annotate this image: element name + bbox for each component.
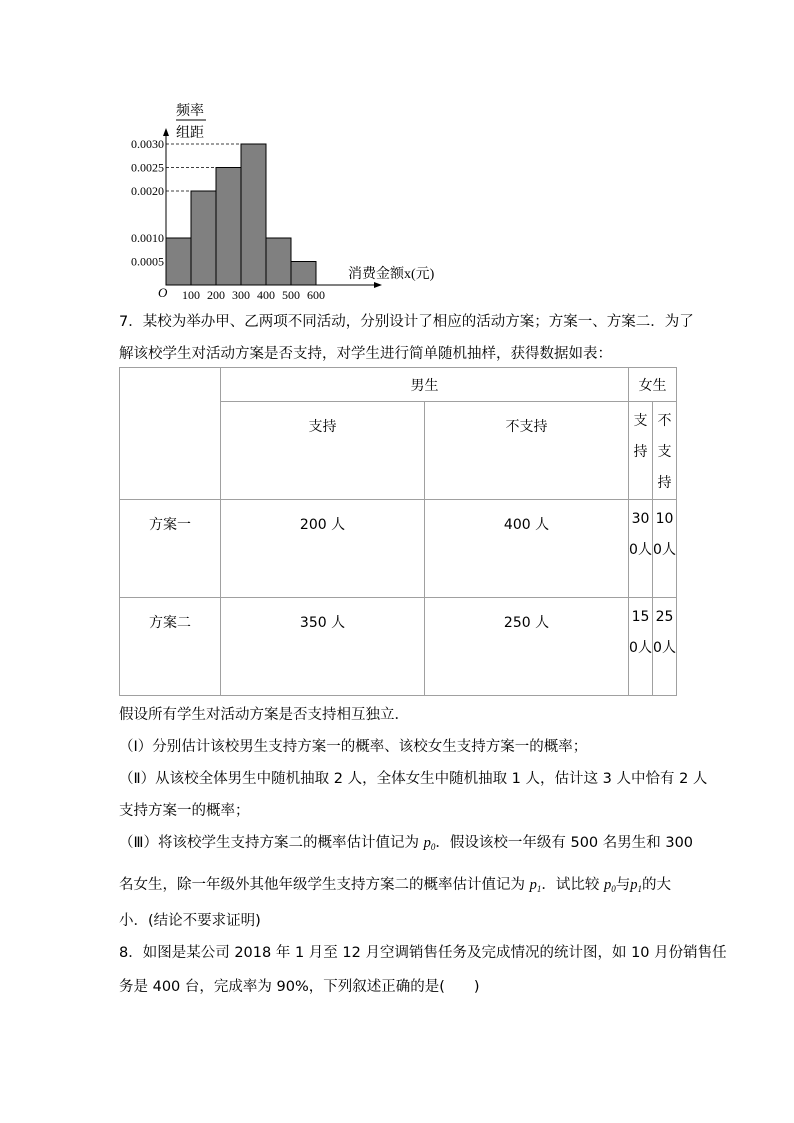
q7-assumption: 假设所有学生对活动方案是否支持相互独立． — [119, 707, 409, 723]
q7-part-3-text-e: 与 — [615, 877, 631, 893]
p0-letter: p — [423, 835, 431, 851]
p0-subscript: 0 — [430, 842, 436, 852]
y-tick-label: 0.0005 — [131, 254, 164, 269]
p0-variable — [424, 835, 436, 851]
q7-part-3-line-3: 小．(结论不要求证明) — [119, 913, 261, 929]
p0-subscript-2: 0 — [611, 884, 616, 894]
plan2-male-support: 350 人 — [221, 598, 425, 696]
p1-variable — [530, 877, 542, 893]
header-male-support: 支持 — [221, 402, 425, 500]
y-tick-label: 0.0020 — [131, 184, 164, 198]
survey-table — [119, 367, 677, 696]
x-axis-label: 消费金额x(元) — [348, 267, 435, 282]
q7-part-2-line-2: 支持方案一的概率； — [119, 803, 250, 819]
histogram-y-tick-labels — [131, 137, 164, 269]
header-female-support: 支持 — [629, 402, 653, 500]
p1-variable-2 — [630, 877, 642, 893]
p1-subscript: 1 — [536, 884, 542, 894]
p1-subscript-2: 1 — [637, 884, 642, 894]
q7-part-3-line-2 — [119, 869, 679, 905]
x-tick-label: 600 — [307, 288, 325, 302]
p0-letter-2: p — [603, 877, 612, 893]
q7-part-1: （Ⅰ）分别估计该校男生支持方案一的概率、该校女生支持方案一的概率； — [119, 739, 588, 755]
x-tick-label: 400 — [257, 288, 275, 302]
y-axis-arrow — [163, 128, 169, 136]
p1-letter-2: p — [630, 877, 638, 893]
x-tick-label: 100 — [182, 288, 200, 302]
histogram-bar — [241, 144, 266, 285]
table-corner-cell — [120, 368, 221, 500]
q7-part-3-text-b: ．假设该校一年级有 500 名男生和 300 — [435, 835, 694, 851]
q7-part-3-text-f: 的大 — [641, 877, 671, 893]
header-female: 女生 — [629, 368, 677, 402]
histogram-bar — [166, 238, 191, 285]
plan2-male-not: 250 人 — [425, 598, 629, 696]
histogram-x-tick-labels — [182, 288, 325, 302]
histogram-bar — [216, 168, 241, 286]
x-axis-arrow — [374, 282, 382, 288]
header-male-not-support: 不支持 — [425, 402, 629, 500]
table-row — [120, 598, 677, 696]
q7-part-3-text-a: （Ⅲ）将该校学生支持方案二的概率估计值记为 — [119, 835, 424, 851]
y-axis-label-top: 频率 — [176, 103, 204, 119]
q8-line-1: 8．如图是某公司 2018 年 1 月至 12 月空调销售任务及完成情况的统计图，如 10 月份销售任 — [119, 945, 727, 961]
plan1-female-support: 300人 — [629, 500, 653, 598]
q7-part-3-text-c: 名女生，除一年级外其他年级学生支持方案二的概率估计值记为 — [119, 877, 530, 893]
table-row — [120, 500, 677, 598]
header-male: 男生 — [221, 368, 629, 402]
q7-line-2: 解该校学生对活动方案是否支持，对学生进行简单随机抽样，获得数据如表： — [119, 346, 612, 362]
plan1-male-support: 200 人 — [221, 500, 425, 598]
p0-variable-2 — [604, 877, 616, 893]
origin-label: O — [158, 285, 168, 300]
header-female-not-support: 不支持 — [653, 402, 677, 500]
q7-part-3-line-1 — [119, 827, 694, 863]
y-axis-label-bottom: 组距 — [176, 126, 204, 141]
histogram-bars — [166, 144, 316, 285]
q7-part-3-text-d: ．试比较 — [541, 877, 604, 893]
histogram-bar — [266, 238, 291, 285]
y-tick-label: 0.0025 — [131, 160, 164, 175]
q7-part-2-line-1: （Ⅱ）从该校全体男生中随机抽取 2 人，全体女生中随机抽取 1 人，估计这 3 人中恰有 2 人 — [119, 771, 708, 787]
plan2-female-not: 250人 — [653, 598, 677, 696]
y-tick-label: 0.0030 — [131, 137, 164, 151]
plan1-female-not: 100人 — [653, 500, 677, 598]
histogram-chart — [110, 95, 470, 310]
plan1-male-not: 400 人 — [425, 500, 629, 598]
y-tick-label: 0.0010 — [131, 231, 164, 245]
row-label-plan-1: 方案一 — [120, 500, 221, 598]
histogram-bar — [291, 262, 316, 286]
p1-letter: p — [529, 877, 537, 893]
plan2-female-support: 150人 — [629, 598, 653, 696]
x-tick-label: 300 — [232, 288, 250, 302]
x-tick-label: 200 — [207, 288, 225, 302]
x-tick-label: 500 — [282, 288, 300, 302]
q8-line-2: 务是 400 台，完成率为 90%，下列叙述正确的是( ) — [119, 979, 480, 995]
histogram-bar — [191, 191, 216, 285]
q7-line-1: 7．某校为举办甲、乙两项不同活动，分别设计了相应的活动方案；方案一、方案二．为了 — [119, 314, 694, 330]
row-label-plan-2: 方案二 — [120, 598, 221, 696]
